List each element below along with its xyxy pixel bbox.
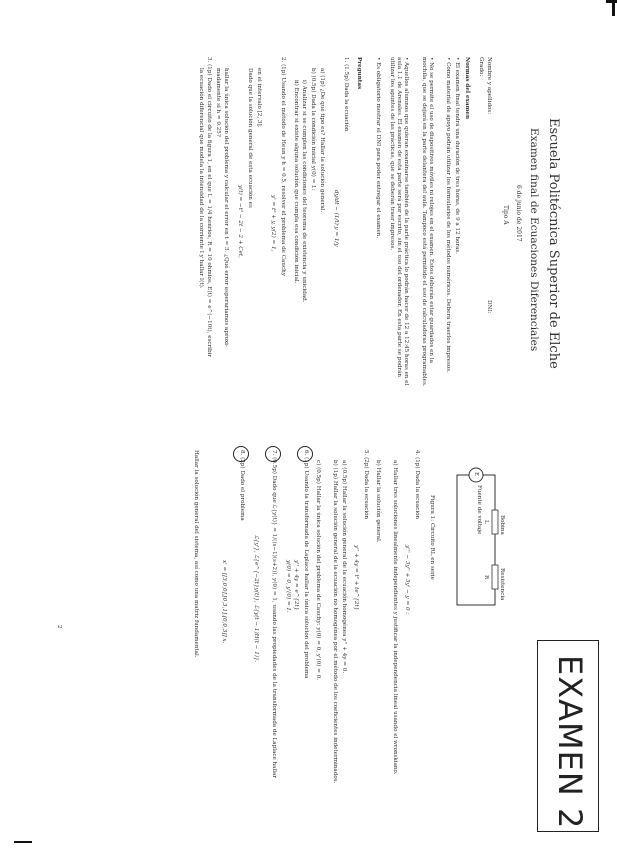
circled-number-marker [265, 446, 281, 462]
question-1-equation: dy/dt − (1/t)·y = 1/y [333, 190, 339, 247]
question-4b: b) Hallar la solución general. [375, 460, 381, 543]
question-2-interval: en el intervalo [2, 3]. [256, 68, 262, 128]
page-number: 2 [56, 625, 62, 629]
question-1b: b) (0.5p) Dada la condición inicial y(0) = 1: [310, 68, 316, 191]
circled-number-marker [233, 446, 249, 462]
fuente-label: Fuente de voltaje [476, 485, 482, 535]
question-6-equation: y'' + 4y = e^{2t} [293, 560, 299, 611]
exam-date: 6 de junio de 2017 [515, 185, 522, 242]
question-1b-ii: ii) Encontrar si existe alguna solución que cumpla esa condición inicial. [293, 80, 299, 284]
question-5: 5. (2p) Dada la ecuación [363, 450, 369, 520]
question-5a: a) (0.5p) Hallar la solución general de la ecuación homogénea y'' + 4y = 0. [341, 460, 347, 674]
e-label: E [473, 472, 479, 477]
dni-field-label: DNI: [486, 300, 492, 314]
question-5b: b) (1p) Hallar la solución general de la ecuación no homogénea por el método de los coeficientes indeterminados. [332, 460, 338, 784]
question-3-text: la ecuación diferencial que modela la intensidad de la corriente I y hallar I(t). [198, 68, 204, 289]
question-1a: a) (1p) ¿De qué tipo es? Hallar la solución general. [319, 68, 325, 213]
bobina-label: Bobina [499, 515, 505, 535]
resistencia-label: Resistencia [499, 568, 505, 601]
question-4: 4. (1p) Dada la ecuación [414, 450, 420, 520]
norm-item: • Es obligatorio mostrar el DNI para poder entregar el examen. [375, 57, 381, 239]
exam-title: Examen final de Ecuaciones Diferenciales [528, 128, 540, 352]
r-label: R [483, 575, 489, 580]
school-title: Escuela Politécnica Superior de Elche [546, 118, 561, 369]
question-8-text: Hallar la solución general del sistema, así como una matriz fundamental. [193, 450, 199, 658]
question-8-system: x' = [[3,0,0],[0,3,1],[0,0,3]] x. [221, 560, 227, 644]
question-1: 1. (1.5p) Dada la ecuación [343, 57, 349, 132]
question-2-solution: y(t) = −t² − 2t − 2 + Cet, [237, 185, 243, 258]
norm-item: • No se permite el uso de dispositivos móviles ni relojes en el examen. Éstos deberán estar guardados en la mochila, que se dejará en la parte delantera del aula. Tampoco está permitido el uso de calculadoras programables. [421, 57, 434, 387]
question-8: 8. (2p) Dado el problema [239, 450, 245, 521]
question-3: 3. (1p) Dado el circuito de la figura 1, en el que L = 1/4 henrios, R = 10 ohmios, E(t) = e^(−10t), escribir [206, 57, 212, 358]
question-5c: c) (0.5p) Hallar la única solución del problema de Cauchy: y(0) = 0, y'(0) = 0. [315, 460, 321, 680]
questions-heading: Preguntas [356, 57, 362, 90]
norm-item: • Como material de apoyo podrán utilizar los formularios de los métodos numéricos. Deberá traerlos impresos. [445, 57, 451, 373]
question-2: 2. (1p) Usando el método de Heun y h = 0.5, resolver el problema de Cauchy [280, 57, 286, 276]
question-2-equation: y' = t² + y, y(2) = 1, [270, 195, 276, 252]
l-label: L [483, 520, 489, 524]
question-1b-i: i) Analizar si se cumplen las condiciones del teorema de existencia y unicidad. [301, 80, 307, 303]
question-5-equation: y'' + 4y = t² + te^{2t} [353, 545, 359, 611]
norm-item: • El examen final tendrá una duración de tres horas, de 9 a 12 horas. [454, 57, 460, 255]
question-6-conditions: y(0) = 0, y'(0) = 1. [285, 560, 291, 613]
question-7-items: ℒ{y'}, ℒ{e^{−2t}y(t)}, ℒ{y(t − 1)H(t − 1)}. [253, 535, 259, 663]
question-2-given: Dado que la solución general de esta ecuación es [247, 68, 253, 208]
exam-stamp-text: EXAMEN 2 [551, 655, 589, 830]
norm-item: • Aquellos alumnos que quieran examinarse también de la parte práctica lo podrán hacer de 12 a 12:45 horas en el aula 1.1 de Arenales. El examen de esta parte será por escrito, sin el uso del ordenador. En esta parte se podrán utilizar los apuntes de las prácticas, que se deberán traer impresos. [389, 57, 409, 386]
question-2-text: madamente si h = 0.25? [215, 68, 221, 137]
name-field-label: Nombre y apellidos: [486, 57, 492, 115]
degree-field-label: Grado: [478, 57, 484, 77]
norms-heading: Normas del examen [464, 57, 470, 120]
exam-type: Tipo A [502, 205, 509, 225]
circled-number-marker [297, 446, 313, 462]
question-4a: a) Hallar tres soluciones linealmente independientes y justificar la independencia lineal usando el wronskiano. [392, 460, 398, 775]
figure-caption: Figura 1: Circuito RL en serie [429, 495, 435, 580]
question-7: 7. (0.5p) Dado que ℒ{y(t)} = 1/((s−1)(s+2)), y(0) = 1, usando las propiedades de la transformada de Laplace hallar [271, 450, 277, 779]
question-6: 6. (1p) Usando la transformada de Laplace hallar la única solución del problema [303, 450, 309, 679]
question-2-text: hallar la única solución del problema y calcular el error en t = 3. ¿Qué error esperaríamos aproxi- [223, 68, 229, 347]
question-4-equation: y''' − 3y'' + 3y' − y = 0 : [404, 545, 410, 615]
